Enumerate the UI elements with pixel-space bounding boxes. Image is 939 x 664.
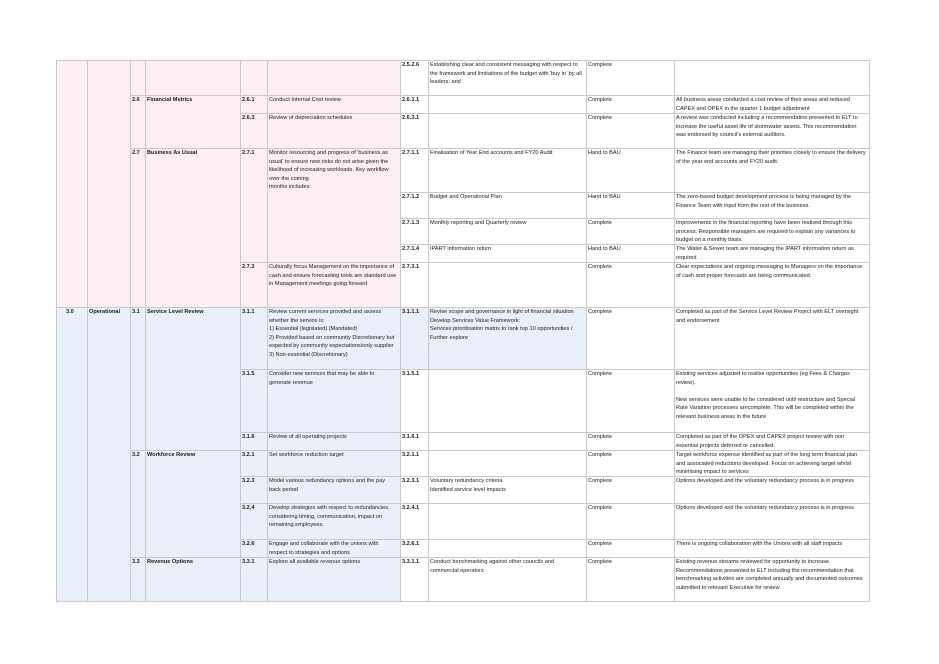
comment: Completed as part of the OPEX and CAPEX project review with non essential projects deferred or cancelled.	[676, 434, 845, 449]
subaction-number: 3.2.3.1	[402, 478, 420, 484]
status: Hand to BAU	[588, 194, 621, 200]
action-number: 3.1.6	[242, 434, 255, 440]
status: Complete	[588, 220, 612, 226]
category-number: 3.2	[132, 452, 140, 458]
subaction-number: 2.7.1.4	[402, 246, 420, 252]
theme-number: 3.0	[66, 309, 74, 315]
comment: Existing revenue streams reviewed for opportunity to increase. Recommendations presented to ELT including the recommendation that benchmarking activities are completed annually and documented outcomes submitted to relevant Executive for review	[676, 559, 863, 591]
action-text: Review of depreciation schedules	[269, 115, 353, 121]
subaction-text: Revise scope and governance in light of financial situation Develop Services Value Framework: Services prioritisation matrix to rank top 10 opportunities / Further explore	[430, 309, 574, 341]
comment	[674, 60, 869, 95]
subaction-number: 2.6.3.1	[402, 115, 420, 121]
category-number: 3.1	[132, 309, 140, 315]
category-name: Financial Metrics	[147, 97, 193, 103]
comment: Improvements in the financial reporting have been realised through this process. Responsible managers are required to explain any variances to budget on a monthly basis.	[676, 220, 856, 244]
action-text: Consider new services that may be able to generate revenue	[269, 371, 375, 386]
action-number: 2.6.1	[242, 97, 255, 103]
subaction-number: 3.1.1.1	[402, 309, 420, 315]
comment: The zero-based budget development process is being managed by the Finance Team with input from the rest of the business.	[676, 194, 852, 209]
status: Hand to BAU	[588, 150, 621, 156]
subaction-text: Establishing clear and consistent messaging with respect to the framework and limitations of the budget with 'buy in' by all leaders; and	[430, 62, 582, 86]
action-text: Review current services provided and assess whether the service is: 1) Essential (legislated) (Mandated) 2) Provided based on community Discretionary but expected by community expectations/only supplier 3) Non-essential (Discretionary)	[269, 309, 395, 358]
action-number: 3.1.5	[242, 371, 255, 377]
action-text: Monitor resourcing and progress of 'business as usual' to ensure new risks do not arise given the likelihood of increasing workloads. Key workflow over the coming months includes:	[269, 150, 389, 191]
action-text: Set workforce reduction target	[269, 452, 344, 458]
subaction-number: 2.7.3.1	[402, 264, 420, 270]
subaction-number: 2.7.1.2	[402, 194, 420, 200]
comment: A review was conducted including a recommendation presented to ELT to increase the useful asset life of stormwater assets. This recommendation was endorsed by council's external auditors.	[676, 115, 858, 139]
subaction-text: Voluntary redundancy criteria Identified service level impacts	[430, 478, 506, 493]
action-number: 2.6.3	[242, 115, 255, 121]
comment: Completed as part of the Service Level Review Project with ELT oversight and endorsement	[676, 309, 859, 324]
action-text: Explore all available revenue options	[269, 559, 361, 565]
comment: There is ongoing collaboration with the Unions with all staff impacts	[676, 541, 843, 547]
status: Complete	[588, 559, 612, 565]
status: Complete	[588, 478, 612, 484]
grid-line	[56, 601, 870, 602]
category-name: Business As Usual	[147, 150, 198, 156]
status: Complete	[588, 264, 612, 270]
comment: Existing services adjusted to realise opportunities (eg Fees & Charges review). New services were unable to be considered until restructure and Special Rate Variation processes arecomplete. This will be completed within the relevant business areas in the future	[676, 371, 856, 420]
subaction-text: Finalisation of Year End accounts and FY20 Audit	[430, 150, 553, 156]
action-number: 2.7.1	[242, 150, 255, 156]
status: Complete	[588, 505, 612, 511]
category-name: Workforce Review	[147, 452, 196, 458]
action-number: 3.2.4	[242, 505, 255, 511]
comment: Target workforce expense identified as part of the long term financial plan and associated reductions developed. Focus on achieving target whilst minimising impact to services	[676, 452, 858, 476]
subaction-number: 3.1.5.1	[402, 371, 420, 377]
status: Complete	[588, 309, 612, 315]
action-number: 3.2.1	[242, 452, 255, 458]
comment: All business areas conducted a cost review of their areas and reduced CAPEX and OPEX in the quarter 1 budget adjustment	[676, 97, 850, 112]
comment: Clear expectations and ongoing messaging to Managers on the importance of cash and proper forecasts are being communicated.	[676, 264, 863, 279]
status: Complete	[588, 97, 612, 103]
action-text: Model various redundancy options and the pay back period	[269, 478, 385, 493]
action-text: Review of all operating projects	[269, 434, 347, 440]
action-number: 2.7.3	[242, 264, 255, 270]
subaction-text: IPART information return	[430, 246, 492, 252]
action-number: 3.2.3	[242, 478, 255, 484]
subaction-text: Budget and Operational Plan	[430, 194, 502, 200]
status: Complete	[588, 452, 612, 458]
comment: The Water & Sewer team are managing the IPART information return as required	[676, 246, 854, 261]
status: Hand to BAU	[588, 246, 621, 252]
category-name: Service Level Review	[147, 309, 204, 315]
subaction-number: 3.2.1.1	[402, 452, 420, 458]
subaction-number: 3.2.6.1	[402, 541, 420, 547]
action-text: Develop strategies with respect to redundancies, considering timing, communication, impact on remaining employees.	[269, 505, 390, 529]
subaction-text: Monthly reporting and Quarterly review	[430, 220, 527, 226]
status: Complete	[588, 434, 612, 440]
subaction-number: 3.2.4.1	[402, 505, 420, 511]
subaction-number: 2.6.1.1	[402, 97, 420, 103]
action-text: Engage and collaborate with the unions with respect to strategies and options	[269, 541, 379, 556]
comment: Options developed and the voluntary redundancy process is in progress	[676, 505, 854, 511]
comment: Options developed and the voluntary redundancy process is in progress	[676, 478, 854, 484]
category-number: 2.6	[132, 97, 140, 103]
action-text: Conduct Internal Cost review	[269, 97, 341, 103]
action-number: 3.3.1	[242, 559, 255, 565]
comment: The Finance team are managing their priorities closely to ensure the delivery of the year end accounts and FY20 audit.	[676, 150, 866, 165]
subaction-number: 2.5.2.6	[402, 62, 420, 68]
subaction-text: Conduct benchmarking against other councils and commercial operators	[430, 559, 555, 574]
action-number: 3.1.1	[242, 309, 255, 315]
grid-line	[869, 60, 870, 601]
action-text: Culturally focus Management on the importance of cash and ensure forecasting tools are standard use in Management meetings going forward	[269, 264, 397, 288]
status: Complete	[588, 541, 612, 547]
category-name: Revenue Options	[147, 559, 194, 565]
category-number: 2.7	[132, 150, 140, 156]
subaction-number: 2.7.1.1	[402, 150, 420, 156]
subaction-number: 3.1.6.1	[402, 434, 420, 440]
status: Complete	[588, 371, 612, 377]
action-number: 3.2.6	[242, 541, 255, 547]
status: Complete	[588, 62, 612, 68]
theme-name: Operational	[89, 309, 121, 315]
subaction-number: 3.3.1.1	[402, 559, 420, 565]
category-number: 3.3	[132, 559, 140, 565]
subaction-number: 2.7.1.3	[402, 220, 420, 226]
status: Complete	[588, 115, 612, 121]
action-plan-table	[56, 60, 870, 601]
